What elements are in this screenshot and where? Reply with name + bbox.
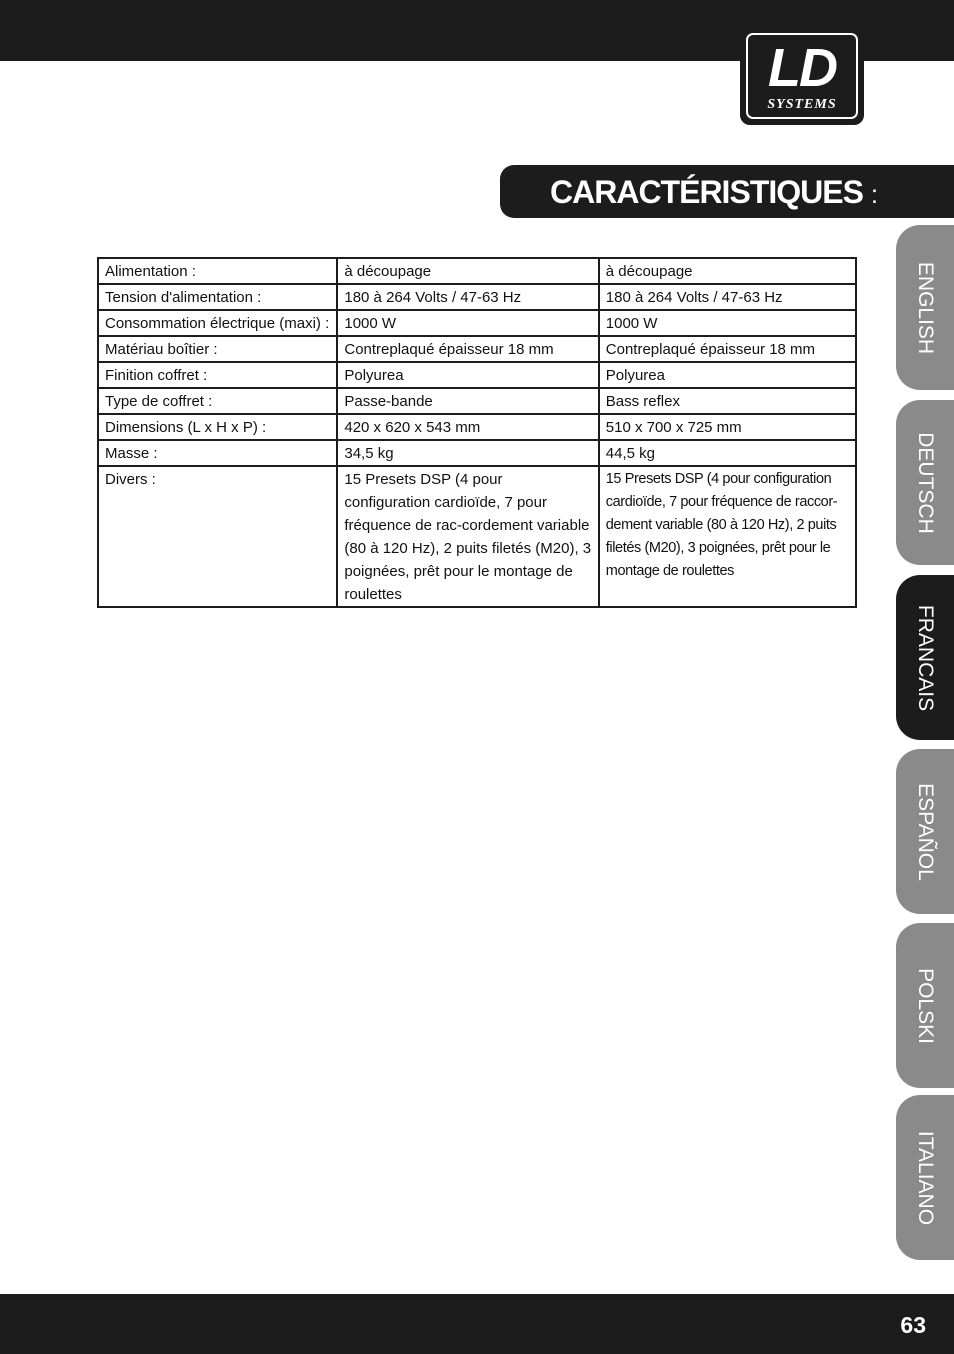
- spec-value-b: 180 à 264 Volts / 47-63 Hz: [599, 284, 856, 310]
- tab-label: ITALIANO: [914, 1130, 937, 1225]
- page-number: 63: [900, 1312, 926, 1338]
- spec-value-a: 15 Presets DSP (4 pour configuration cardioïde, 7 pour fréquence de rac-cordement variable (80 à 120 Hz), 2 puits filetés (M20), 3 poignées, prêt pour le montage de roulettes: [337, 466, 598, 607]
- spec-value-a: 420 x 620 x 543 mm: [337, 414, 598, 440]
- spec-value-b: Polyurea: [599, 362, 856, 388]
- spec-value-a: Passe-bande: [337, 388, 598, 414]
- spec-label: Dimensions (L x H x P) :: [98, 414, 337, 440]
- specifications-table: [97, 257, 857, 608]
- tab-espanol[interactable]: [896, 749, 954, 914]
- spec-value-b: Bass reflex: [599, 388, 856, 414]
- tab-english[interactable]: [896, 225, 954, 390]
- section-title-text: CARACTÉRISTIQUES: [550, 174, 863, 210]
- spec-label: Matériau boîtier :: [98, 336, 337, 362]
- table-row: [98, 414, 856, 440]
- table-row: [98, 258, 856, 284]
- spec-label: Type de coffret :: [98, 388, 337, 414]
- spec-value-a: 180 à 264 Volts / 47-63 Hz: [337, 284, 598, 310]
- spec-label: Divers :: [98, 466, 337, 607]
- table-row: [98, 284, 856, 310]
- spec-value-a: Polyurea: [337, 362, 598, 388]
- tab-label: ESPAÑOL: [914, 782, 937, 881]
- spec-value-a: 34,5 kg: [337, 440, 598, 466]
- spec-label: Masse :: [98, 440, 337, 466]
- section-title: [550, 173, 877, 213]
- tab-francais[interactable]: [896, 575, 954, 740]
- footer-bar: [0, 1294, 954, 1354]
- table-row: [98, 466, 856, 607]
- tab-label: DEUTSCH: [914, 431, 937, 534]
- spec-value-a: 1000 W: [337, 310, 598, 336]
- spec-value-b: 15 Presets DSP (4 pour configuration cardioïde, 7 pour fréquence de raccor-dement variable (80 à 120 Hz), 2 puits filetés (M20), 3 poignées, prêt pour le montage de roulettes: [599, 466, 856, 607]
- spec-value-a: Contreplaqué épaisseur 18 mm: [337, 336, 598, 362]
- spec-label: Finition coffret :: [98, 362, 337, 388]
- logo-brand-text: LD: [768, 38, 836, 98]
- table-row: [98, 388, 856, 414]
- tab-label: ENGLISH: [914, 261, 937, 354]
- tab-label: POLSKI: [914, 967, 937, 1044]
- table-row: [98, 440, 856, 466]
- spec-label: Consommation électrique (maxi) :: [98, 310, 337, 336]
- table-row: [98, 362, 856, 388]
- logo-sub-text: SYSTEMS: [767, 97, 837, 112]
- tab-polski[interactable]: [896, 923, 954, 1088]
- ld-systems-logo: [740, 27, 864, 125]
- section-title-bar: [500, 165, 954, 218]
- tab-italiano[interactable]: [896, 1095, 954, 1260]
- tab-deutsch[interactable]: [896, 400, 954, 565]
- spec-value-b: Contreplaqué épaisseur 18 mm: [599, 336, 856, 362]
- tab-label: FRANCAIS: [914, 604, 937, 711]
- table-row: [98, 336, 856, 362]
- spec-label: Alimentation :: [98, 258, 337, 284]
- spec-value-a: à découpage: [337, 258, 598, 284]
- table-row: [98, 310, 856, 336]
- spec-value-b: 44,5 kg: [599, 440, 856, 466]
- logo-frame: [746, 33, 858, 119]
- spec-value-b: à découpage: [599, 258, 856, 284]
- spec-label: Tension d'alimentation :: [98, 284, 337, 310]
- section-title-colon: :: [870, 179, 878, 209]
- spec-value-b: 1000 W: [599, 310, 856, 336]
- spec-value-b: 510 x 700 x 725 mm: [599, 414, 856, 440]
